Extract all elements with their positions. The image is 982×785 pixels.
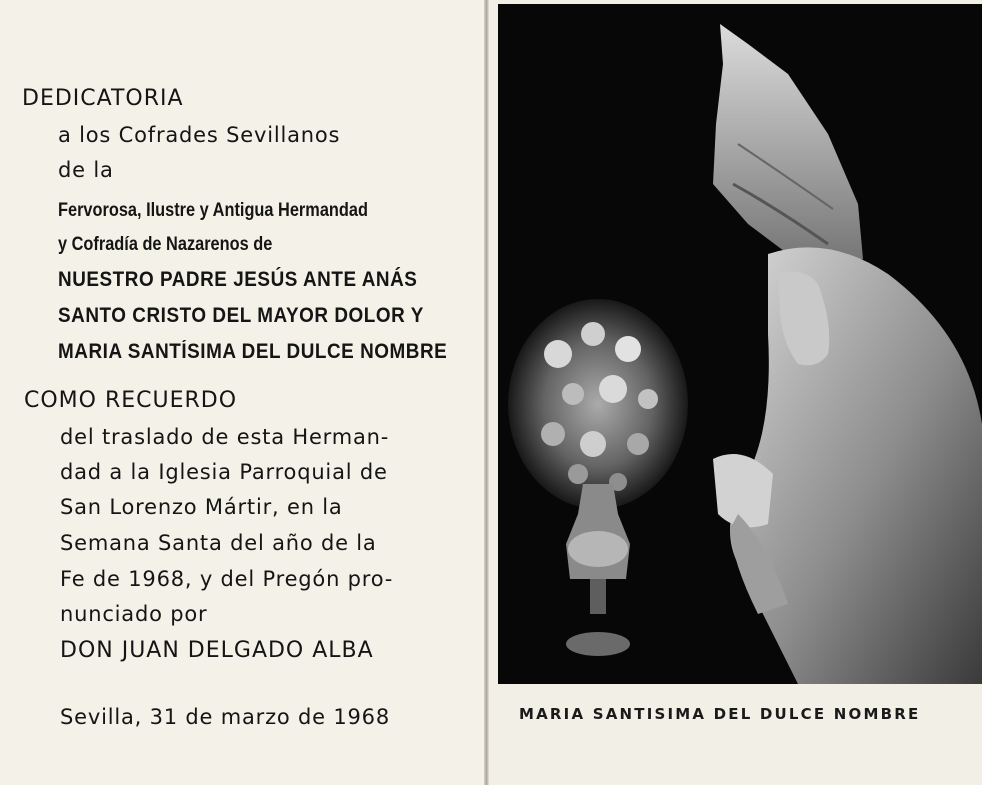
- left-page: [0, 0, 486, 785]
- dedication-line: de la: [58, 158, 114, 182]
- dedication-heading: DEDICATORIA: [22, 86, 184, 111]
- brotherhood-line: y Cofradía de Nazarenos de: [58, 234, 273, 255]
- remembrance-line: dad a la Iglesia Parroquial de: [60, 460, 388, 484]
- photo-caption: MARIA SANTISIMA DEL DULCE NOMBRE: [519, 705, 921, 723]
- remembrance-line: San Lorenzo Mártir, en la: [60, 495, 343, 519]
- remembrance-line: del traslado de esta Herman-: [60, 425, 390, 449]
- virgin-photo: [498, 4, 982, 684]
- brotherhood-title-line: NUESTRO PADRE JESÚS ANTE ANÁS: [58, 268, 418, 291]
- silver-vase: [566, 484, 630, 656]
- brotherhood-title-line: SANTO CRISTO DEL MAYOR DOLOR Y: [58, 304, 424, 327]
- photo-illustration: [498, 4, 982, 684]
- place-date: Sevilla, 31 de marzo de 1968: [60, 705, 390, 729]
- remembrance-line: Semana Santa del año de la: [60, 531, 377, 555]
- brotherhood-line: Fervorosa, Ilustre y Antigua Hermandad: [58, 200, 368, 221]
- remembrance-line: Fe de 1968, y del Pregón pro-: [60, 567, 394, 591]
- remembrance-line: nunciado por: [60, 602, 208, 626]
- crown: [713, 24, 863, 269]
- brotherhood-title-line: MARIA SANTÍSIMA DEL DULCE NOMBRE: [58, 340, 448, 363]
- dedication-line: a los Cofrades Sevillanos: [58, 123, 341, 147]
- remembrance-heading: COMO RECUERDO: [24, 388, 238, 413]
- virgin-figure: [713, 247, 982, 684]
- flower-bouquet: [508, 299, 688, 509]
- speaker-name: DON JUAN DELGADO ALBA: [60, 638, 374, 663]
